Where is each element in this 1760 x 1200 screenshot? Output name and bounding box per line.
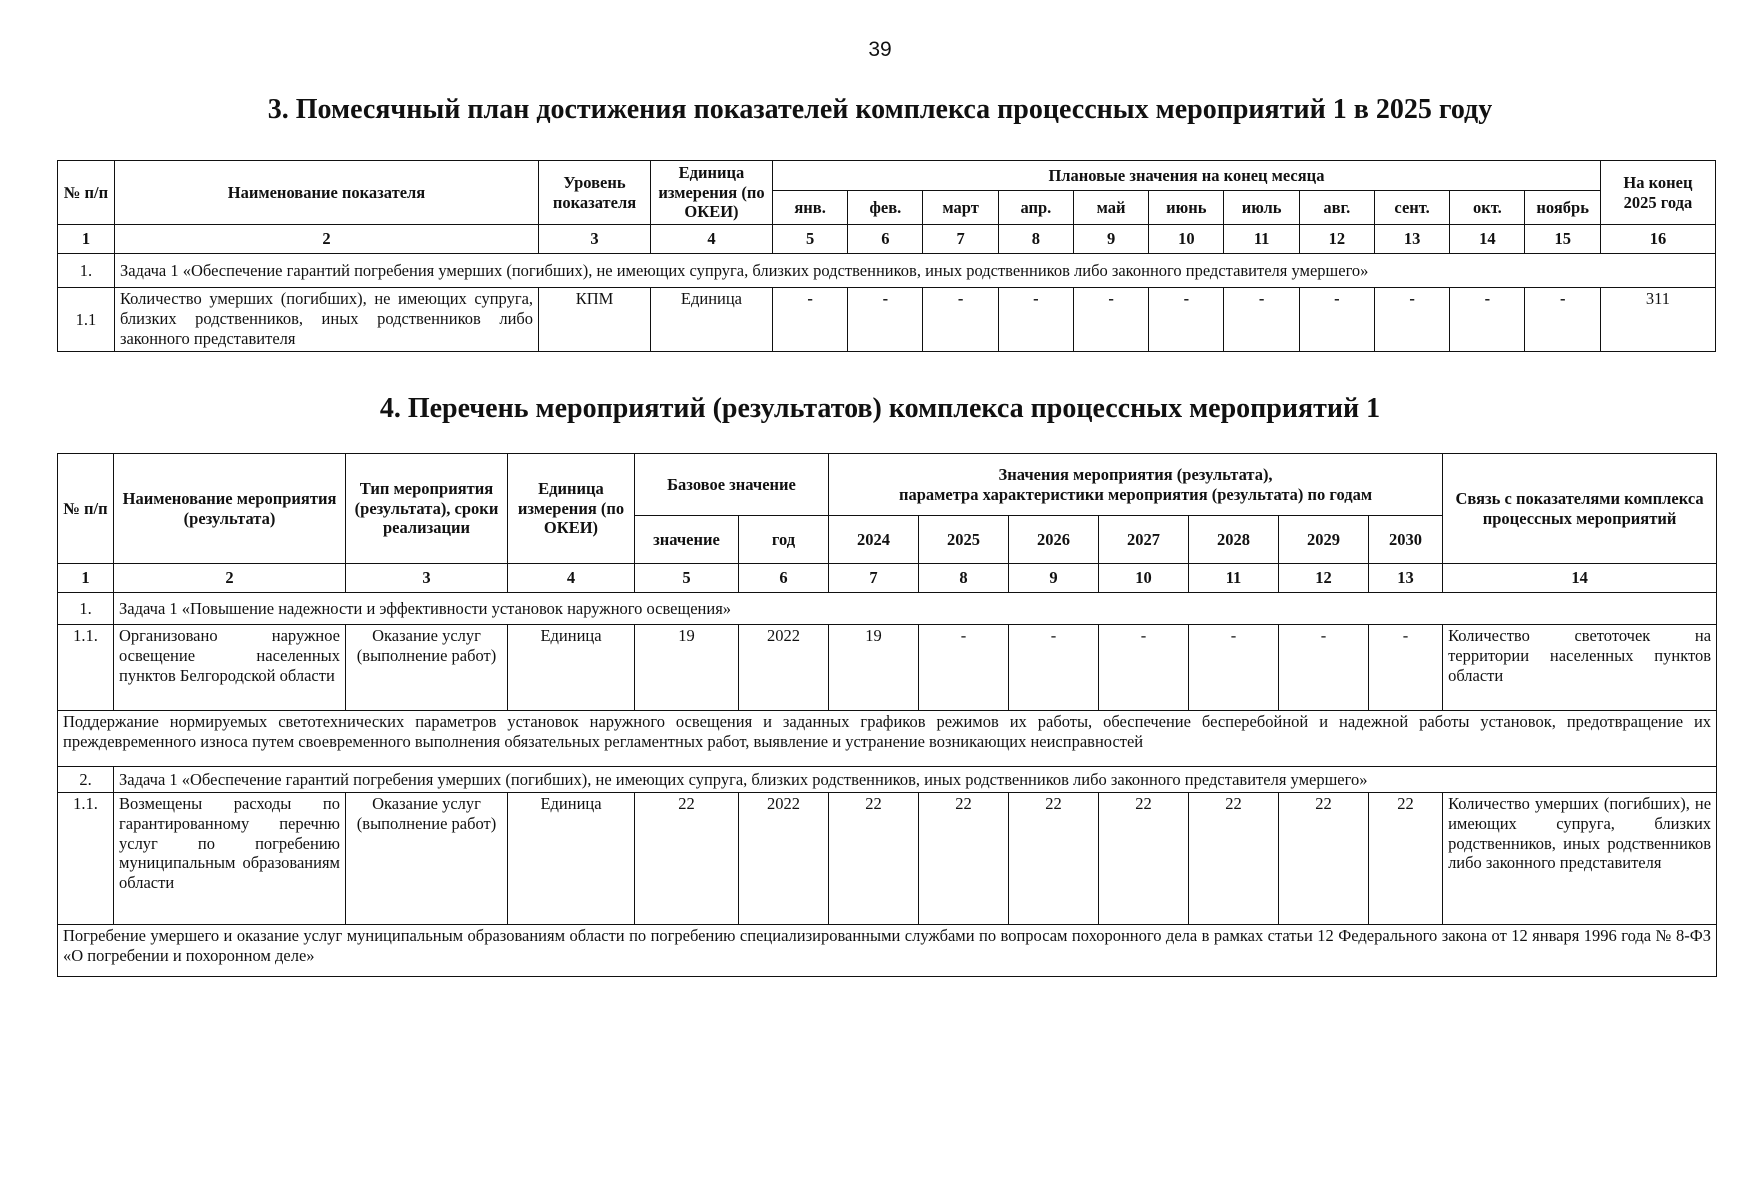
activity-1-base-value: 19 bbox=[635, 625, 739, 711]
task-text: Задача 1 «Обеспечение гарантий погребения умерших (погибших), не имеющих супруга, близких родственников, иных родственников либо законного представителя умершего» bbox=[114, 254, 1715, 288]
column-number: 13 bbox=[1374, 225, 1449, 254]
activity-1-unit: Единица bbox=[508, 625, 635, 711]
header-month: май bbox=[1073, 191, 1148, 225]
header-planned-values: Плановые значения на конец месяца bbox=[772, 161, 1600, 191]
column-number: 15 bbox=[1525, 225, 1600, 254]
year-value: 22 bbox=[1009, 793, 1099, 925]
indicator-name: Количество умерших (погибших), не имеющих супруга, близких родственников, иных родственников либо законного представителя bbox=[114, 288, 538, 352]
header-year: 2028 bbox=[1189, 516, 1279, 564]
column-number: 11 bbox=[1224, 225, 1299, 254]
task-2-number: 2. bbox=[58, 767, 114, 793]
column-number: 10 bbox=[1149, 225, 1224, 254]
month-value: - bbox=[1525, 288, 1600, 352]
row-number: 1.1 bbox=[58, 288, 115, 352]
header-level: Уровень показателя bbox=[539, 161, 651, 225]
header-month: фев. bbox=[848, 191, 923, 225]
year-value: 22 bbox=[829, 793, 919, 925]
year-value: - bbox=[1099, 625, 1189, 711]
header-month: сент. bbox=[1374, 191, 1449, 225]
activity-2-base-value: 22 bbox=[635, 793, 739, 925]
header-end-of-year: На конец 2025 года bbox=[1600, 161, 1715, 225]
activity-2-base-year: 2022 bbox=[739, 793, 829, 925]
header-activity-name: Наименование мероприятия (результата) bbox=[114, 454, 346, 564]
indicator-link: Количество светоточек на территории населенных пунктов области bbox=[1443, 625, 1717, 711]
activity-1-base-year: 2022 bbox=[739, 625, 829, 711]
header-unit: Единица измерения (по ОКЕИ) bbox=[650, 161, 772, 225]
year-value: 22 bbox=[919, 793, 1009, 925]
column-number: 8 bbox=[998, 225, 1073, 254]
column-number: 6 bbox=[739, 564, 829, 593]
task-1-text: Задача 1 «Повышение надежности и эффективности установок наружного освещения» bbox=[114, 593, 1717, 625]
activities-table bbox=[57, 453, 1717, 977]
page-number: 39 bbox=[868, 38, 892, 61]
header-link: Связь с показателями комплекса процессных мероприятий bbox=[1443, 454, 1717, 564]
end-of-year-value: 311 bbox=[1600, 288, 1715, 352]
column-number: 2 bbox=[114, 564, 346, 593]
indicator-unit: Единица bbox=[650, 288, 772, 352]
column-number: 1 bbox=[58, 225, 115, 254]
header-base-value-value: значение bbox=[635, 516, 739, 564]
column-number: 6 bbox=[848, 225, 923, 254]
month-value: - bbox=[1299, 288, 1374, 352]
task-1-number: 1. bbox=[58, 593, 114, 625]
column-number: 3 bbox=[346, 564, 508, 593]
header-month: март bbox=[923, 191, 998, 225]
activity-2-name: Возмещены расходы по гарантированному перечню услуг по погребению муниципальным образованиям области bbox=[114, 793, 346, 925]
header-year: 2025 bbox=[919, 516, 1009, 564]
column-number: 12 bbox=[1299, 225, 1374, 254]
column-number: 14 bbox=[1443, 564, 1717, 593]
activity-2-number: 1.1. bbox=[58, 793, 114, 925]
header-year: 2030 bbox=[1369, 516, 1443, 564]
column-number: 10 bbox=[1099, 564, 1189, 593]
header-num: № п/п bbox=[58, 161, 115, 225]
column-number: 8 bbox=[919, 564, 1009, 593]
column-number: 11 bbox=[1189, 564, 1279, 593]
year-value: - bbox=[1189, 625, 1279, 711]
section-4-title: 4. Перечень мероприятий (результатов) комплекса процессных мероприятий 1 bbox=[379, 393, 1381, 424]
header-year: 2024 bbox=[829, 516, 919, 564]
year-value: - bbox=[1369, 625, 1443, 711]
column-number: 2 bbox=[114, 225, 538, 254]
column-number: 5 bbox=[635, 564, 739, 593]
section-3-title: 3. Помесячный план достижения показателей комплекса процессных мероприятий 1 в 2025 году bbox=[267, 94, 1493, 125]
column-number: 7 bbox=[923, 225, 998, 254]
column-number: 4 bbox=[650, 225, 772, 254]
column-number: 7 bbox=[829, 564, 919, 593]
activity-1-number: 1.1. bbox=[58, 625, 114, 711]
column-number: 13 bbox=[1369, 564, 1443, 593]
year-value: - bbox=[1009, 625, 1099, 711]
activity-2-type: Оказание услуг (выполнение работ) bbox=[346, 793, 508, 925]
year-value: 22 bbox=[1369, 793, 1443, 925]
month-value: - bbox=[998, 288, 1073, 352]
month-value: - bbox=[848, 288, 923, 352]
year-value: 22 bbox=[1099, 793, 1189, 925]
month-value: - bbox=[1374, 288, 1449, 352]
year-value: 22 bbox=[1279, 793, 1369, 925]
column-number: 12 bbox=[1279, 564, 1369, 593]
task-number: 1. bbox=[58, 254, 115, 288]
column-number: 3 bbox=[539, 225, 651, 254]
column-number: 9 bbox=[1009, 564, 1099, 593]
header-unit: Единица измерения (по ОКЕИ) bbox=[508, 454, 635, 564]
header-base-value: Базовое значение bbox=[635, 454, 829, 516]
column-number: 4 bbox=[508, 564, 635, 593]
activity-1-type: Оказание услуг (выполнение работ) bbox=[346, 625, 508, 711]
header-values-line1: Значения мероприятия (результата), bbox=[998, 464, 1273, 484]
header-num: № п/п bbox=[58, 454, 114, 564]
column-number: 1 bbox=[58, 564, 114, 593]
header-month: апр. bbox=[998, 191, 1073, 225]
header-indicator-name: Наименование показателя bbox=[114, 161, 538, 225]
year-value: 22 bbox=[1189, 793, 1279, 925]
month-value: - bbox=[1224, 288, 1299, 352]
indicator-link: Количество умерших (погибших), не имеющих супруга, близких родственников, иных родственников либо законного представителя bbox=[1443, 793, 1717, 925]
header-values-by-year bbox=[829, 454, 1443, 516]
column-number: 9 bbox=[1073, 225, 1148, 254]
year-value: - bbox=[919, 625, 1009, 711]
year-value: 19 bbox=[829, 625, 919, 711]
header-activity-type: Тип мероприятия (результата), сроки реализации bbox=[346, 454, 508, 564]
month-value: - bbox=[923, 288, 998, 352]
task-2-text: Задача 1 «Обеспечение гарантий погребения умерших (погибших), не имеющих супруга, близких родственников, иных родственников либо законного представителя умершего» bbox=[114, 767, 1717, 793]
header-values-line2: параметра характеристики мероприятия (результата) по годам bbox=[898, 484, 1373, 504]
header-month: авг. bbox=[1299, 191, 1374, 225]
column-number: 14 bbox=[1450, 225, 1525, 254]
month-value: - bbox=[772, 288, 847, 352]
header-month: окт. bbox=[1450, 191, 1525, 225]
month-value: - bbox=[1149, 288, 1224, 352]
month-value: - bbox=[1450, 288, 1525, 352]
task-1-note: Поддержание нормируемых светотехнических параметров установок наружного освещения и заданных графиков режимов их работы, обеспечение бесперебойной и надежной работы установок, предотвращение их преждевременного износа путем своевременного выполнения обязательных регламентных работ, выявление и устранение возникающих неисправностей bbox=[58, 711, 1717, 767]
activity-1-name: Организовано наружное освещение населенных пунктов Белгородской области bbox=[114, 625, 346, 711]
activity-2-unit: Единица bbox=[508, 793, 635, 925]
header-year: 2027 bbox=[1099, 516, 1189, 564]
header-year: 2029 bbox=[1279, 516, 1369, 564]
monthly-plan-table bbox=[57, 160, 1716, 352]
header-year: 2026 bbox=[1009, 516, 1099, 564]
header-month: ноябрь bbox=[1525, 191, 1600, 225]
column-number: 16 bbox=[1600, 225, 1715, 254]
month-value: - bbox=[1073, 288, 1148, 352]
header-base-value-year: год bbox=[739, 516, 829, 564]
task-2-note: Погребение умершего и оказание услуг муниципальным образованиям области по погребению специализированными службами по вопросам похоронного дела в рамках статьи 12 Федерального закона от 12 января 1996 года № 8-ФЗ «О погребении и похоронном деле» bbox=[58, 925, 1717, 977]
column-number: 5 bbox=[772, 225, 847, 254]
header-month: янв. bbox=[772, 191, 847, 225]
indicator-level: КПМ bbox=[539, 288, 651, 352]
header-month: июнь bbox=[1149, 191, 1224, 225]
year-value: - bbox=[1279, 625, 1369, 711]
header-month: июль bbox=[1224, 191, 1299, 225]
